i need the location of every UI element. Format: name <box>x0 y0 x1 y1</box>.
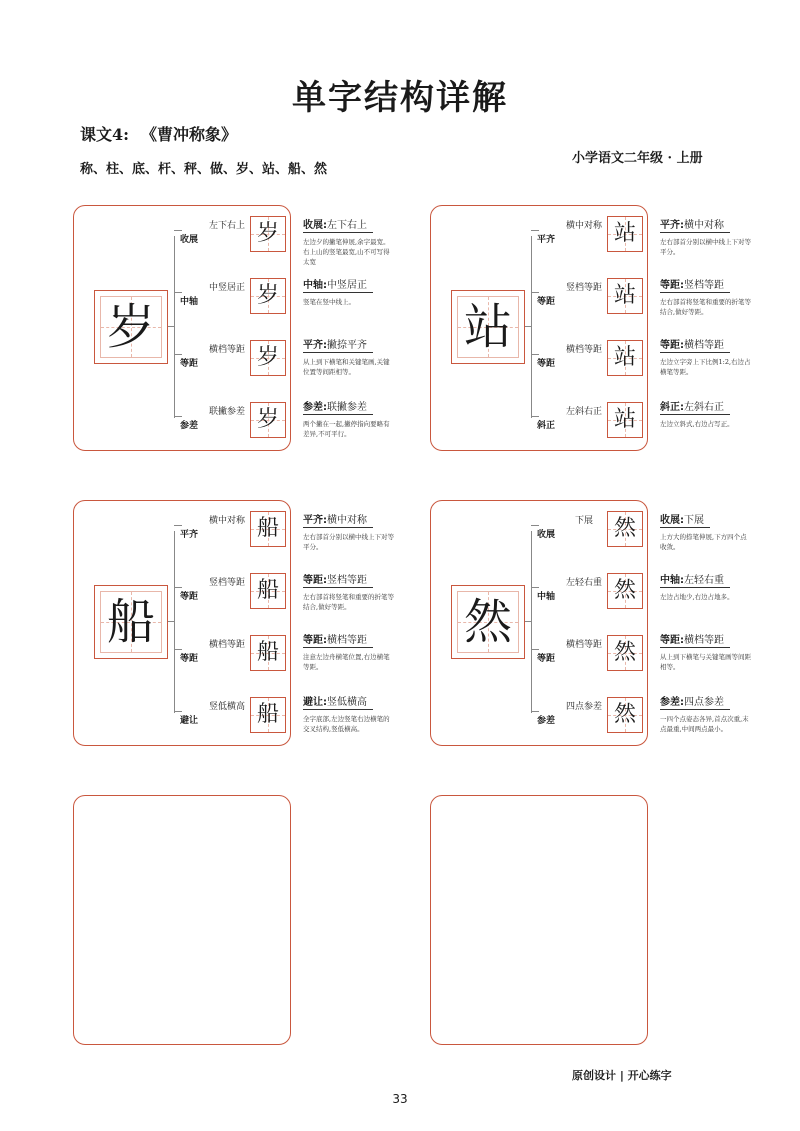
branch-line <box>531 230 539 231</box>
note-text: 一四个点姿态各异,首点次重,末点最重,中间两点最小。 <box>660 715 749 733</box>
note-value: 左下右上 <box>327 220 367 231</box>
note-value: 联撇参差 <box>327 402 367 413</box>
structure-row <box>531 511 649 551</box>
category-label: 收展 <box>537 530 556 540</box>
big-char-box <box>94 290 168 364</box>
small-char-box <box>607 278 643 314</box>
empty-practice-box-right <box>430 795 648 1045</box>
small-character: 岁 <box>256 407 279 432</box>
note-title: 等距: <box>303 635 327 646</box>
note-text: 注意左边舟横笔位置,右边横笔等距。 <box>303 653 390 671</box>
small-char-box <box>250 635 286 671</box>
branch-line <box>531 587 539 588</box>
branch-line <box>174 230 182 231</box>
note-heading <box>303 631 373 648</box>
note-title: 斜正: <box>660 402 684 413</box>
note-block <box>660 213 800 257</box>
small-char-box <box>607 697 643 733</box>
structure-row <box>531 340 649 380</box>
structure-row <box>531 402 649 442</box>
note-title: 等距: <box>303 575 327 586</box>
note-title: 参差: <box>660 697 684 708</box>
note-value: 四点参差 <box>684 697 724 708</box>
note-title: 中轴: <box>303 280 327 291</box>
char-card-1 <box>73 205 291 451</box>
note-text: 左右部首分别以横中线上下对等平分。 <box>303 533 394 551</box>
small-character: 然 <box>613 578 636 603</box>
note-title: 平齐: <box>303 340 327 351</box>
note-block <box>660 395 800 429</box>
category-label: 等距 <box>180 654 199 664</box>
note-title: 中轴: <box>660 575 684 586</box>
note-heading <box>303 571 373 588</box>
rule-label: 左下右上 <box>208 221 245 231</box>
note-title: 收展: <box>303 220 327 231</box>
note-heading <box>660 511 710 528</box>
category-label: 中轴 <box>537 592 556 602</box>
category-label: 等距 <box>537 654 556 664</box>
branch-line <box>174 416 182 417</box>
category-label: 等距 <box>180 359 199 369</box>
small-char-box <box>250 697 286 733</box>
structure-row <box>174 340 292 380</box>
note-title: 等距: <box>660 340 684 351</box>
note-text: 两个撇在一起,撇停指向要略有差异,不可平行。 <box>303 420 390 438</box>
small-character: 站 <box>613 221 636 246</box>
big-character: 船 <box>106 594 155 650</box>
tree-trunk-line <box>531 236 532 418</box>
branch-line <box>174 711 182 712</box>
rule-label: 联撇参差 <box>208 407 245 417</box>
structure-row <box>531 278 649 318</box>
note-text: 左右部首将竖笔和重要的折笔等结合,做好等距。 <box>303 593 394 611</box>
page-number: 33 <box>392 1092 408 1106</box>
small-character: 然 <box>613 516 636 541</box>
note-value: 竖档等距 <box>684 280 724 291</box>
empty-practice-box-left <box>73 795 291 1045</box>
rule-label: 中竖居正 <box>208 283 245 293</box>
small-character: 然 <box>613 702 636 727</box>
note-heading <box>303 276 373 293</box>
small-character: 岁 <box>256 345 279 370</box>
note-block <box>660 333 800 377</box>
note-title: 等距: <box>660 280 684 291</box>
note-heading <box>660 398 730 415</box>
note-block <box>660 628 800 672</box>
structure-row <box>174 697 292 737</box>
rule-label: 横档等距 <box>208 640 245 650</box>
structure-row <box>174 511 292 551</box>
note-title: 等距: <box>660 635 684 646</box>
rule-label: 竖档等距 <box>208 578 245 588</box>
rule-label: 下展 <box>574 516 593 526</box>
note-value: 横中对称 <box>327 515 367 526</box>
branch-line <box>174 649 182 650</box>
tree-trunk-line <box>531 531 532 713</box>
small-character: 然 <box>613 640 636 665</box>
structure-row <box>174 402 292 442</box>
note-text: 竖笔在竖中线上。 <box>303 298 355 306</box>
character-list: 称、柱、底、杆、秤、做、岁、站、船、然 <box>80 162 328 177</box>
small-char-box <box>250 402 286 438</box>
note-title: 收展: <box>660 515 684 526</box>
note-text: 左右部首分别以横中线上下对等平分。 <box>660 238 751 256</box>
note-heading <box>660 276 730 293</box>
branch-line <box>174 292 182 293</box>
rule-label: 四点参差 <box>565 702 602 712</box>
note-heading <box>303 693 373 710</box>
category-label: 收展 <box>180 235 199 245</box>
branch-line <box>174 587 182 588</box>
branch-line <box>174 354 182 355</box>
note-value: 横档等距 <box>684 635 724 646</box>
small-char-box <box>607 635 643 671</box>
structure-row <box>174 216 292 256</box>
structure-row <box>531 573 649 613</box>
note-block <box>660 508 800 552</box>
small-character: 船 <box>256 578 279 603</box>
lesson-heading <box>80 122 249 145</box>
note-text: 从上到下横笔与关键笔画等间距相等。 <box>660 653 751 671</box>
note-heading <box>660 631 730 648</box>
structure-row <box>174 278 292 318</box>
structure-row <box>531 635 649 675</box>
rule-label: 横档等距 <box>565 345 602 355</box>
small-char-box <box>250 340 286 376</box>
note-value: 中竖居正 <box>327 280 367 291</box>
big-char-box <box>451 290 525 364</box>
note-text: 左边夕的撇笔伸展,余字最宽。右上山的竖笔最宽,山不可写得太宽 <box>303 238 390 266</box>
small-char-box <box>607 216 643 252</box>
branch-line <box>531 416 539 417</box>
note-text: 上方大的捺笔伸展,下方四个点收敛。 <box>660 533 747 551</box>
note-heading <box>660 571 730 588</box>
small-char-box <box>607 511 643 547</box>
note-heading <box>660 693 730 710</box>
rule-label: 横档等距 <box>208 345 245 355</box>
branch-line <box>531 711 539 712</box>
big-char-box <box>451 585 525 659</box>
category-label: 等距 <box>537 297 556 307</box>
small-char-box <box>250 511 286 547</box>
note-block <box>660 690 800 734</box>
footer-brand: 原创设计 | 开心练字 <box>572 1069 672 1082</box>
category-label: 参差 <box>537 716 556 726</box>
note-value: 下展 <box>684 515 704 526</box>
note-heading <box>303 336 373 353</box>
big-character: 岁 <box>106 299 155 355</box>
small-char-box <box>607 573 643 609</box>
note-heading <box>303 216 373 233</box>
rule-label: 左轻右重 <box>565 578 602 588</box>
rule-label: 竖低横高 <box>208 702 245 712</box>
note-value: 横档等距 <box>327 635 367 646</box>
char-card-3 <box>73 500 291 746</box>
note-block <box>660 568 800 602</box>
small-character: 船 <box>256 516 279 541</box>
big-character: 然 <box>463 594 512 650</box>
note-heading <box>303 511 373 528</box>
note-value: 撇捺平齐 <box>327 340 367 351</box>
note-block <box>660 273 800 317</box>
category-label: 中轴 <box>180 297 199 307</box>
char-card-4 <box>430 500 648 746</box>
big-character: 站 <box>463 299 512 355</box>
big-char-box <box>94 585 168 659</box>
note-title: 参差: <box>303 402 327 413</box>
small-char-box <box>607 340 643 376</box>
branch-line <box>531 649 539 650</box>
branch-line <box>174 525 182 526</box>
small-char-box <box>607 402 643 438</box>
page-title: 单字结构详解 <box>292 78 508 118</box>
category-label: 斜正 <box>537 421 556 431</box>
rule-label: 横中对称 <box>565 221 602 231</box>
small-character: 船 <box>256 702 279 727</box>
small-character: 站 <box>613 283 636 308</box>
small-char-box <box>250 573 286 609</box>
rule-label: 左斜右正 <box>565 407 602 417</box>
lesson-name: 《曹冲称象》 <box>141 125 238 144</box>
note-heading <box>660 216 730 233</box>
small-character: 岁 <box>256 221 279 246</box>
rule-label: 横档等距 <box>565 640 602 650</box>
category-label: 参差 <box>180 421 199 431</box>
category-label: 平齐 <box>180 530 199 540</box>
grade-label: 小学语文二年级 · 上册 <box>572 151 703 166</box>
note-value: 竖档等距 <box>327 575 367 586</box>
note-heading <box>660 336 730 353</box>
category-label: 平齐 <box>537 235 556 245</box>
note-title: 平齐: <box>660 220 684 231</box>
category-label: 避让 <box>180 716 199 726</box>
branch-line <box>531 354 539 355</box>
lesson-number: 课文4: <box>80 125 130 144</box>
rule-label: 横中对称 <box>208 516 245 526</box>
note-title: 避让: <box>303 697 327 708</box>
structure-row <box>174 635 292 675</box>
note-text: 从上到下横笔和关键笔画,关键位置等间距相等。 <box>303 358 390 376</box>
small-char-box <box>250 216 286 252</box>
note-value: 横中对称 <box>684 220 724 231</box>
note-title: 平齐: <box>303 515 327 526</box>
note-value: 横档等距 <box>684 340 724 351</box>
note-text: 左边立斜式,右边占写正。 <box>660 420 734 428</box>
note-text: 全字底部,左边竖笔右边横笔的交叉结构,竖低横高。 <box>303 715 390 733</box>
structure-row <box>531 697 649 737</box>
structure-row <box>174 573 292 613</box>
category-label: 等距 <box>180 592 199 602</box>
small-character: 岁 <box>256 283 279 308</box>
note-heading <box>303 398 373 415</box>
small-character: 船 <box>256 640 279 665</box>
note-value: 左轻右重 <box>684 575 724 586</box>
tree-trunk-line <box>174 236 175 418</box>
structure-row <box>531 216 649 256</box>
note-text: 左边立字旁上下比例1:2,右边占横笔等距。 <box>660 358 751 376</box>
branch-line <box>531 525 539 526</box>
char-card-2 <box>430 205 648 451</box>
branch-line <box>531 292 539 293</box>
small-character: 站 <box>613 345 636 370</box>
note-text: 左边占地少,右边占地多。 <box>660 593 734 601</box>
note-text: 左右部首将竖笔和重要的折笔等结合,做好等距。 <box>660 298 751 316</box>
tree-trunk-line <box>174 531 175 713</box>
small-char-box <box>250 278 286 314</box>
note-value: 左斜右正 <box>684 402 724 413</box>
rule-label: 竖档等距 <box>565 283 602 293</box>
note-value: 竖低横高 <box>327 697 367 708</box>
small-character: 站 <box>613 407 636 432</box>
category-label: 等距 <box>537 359 556 369</box>
